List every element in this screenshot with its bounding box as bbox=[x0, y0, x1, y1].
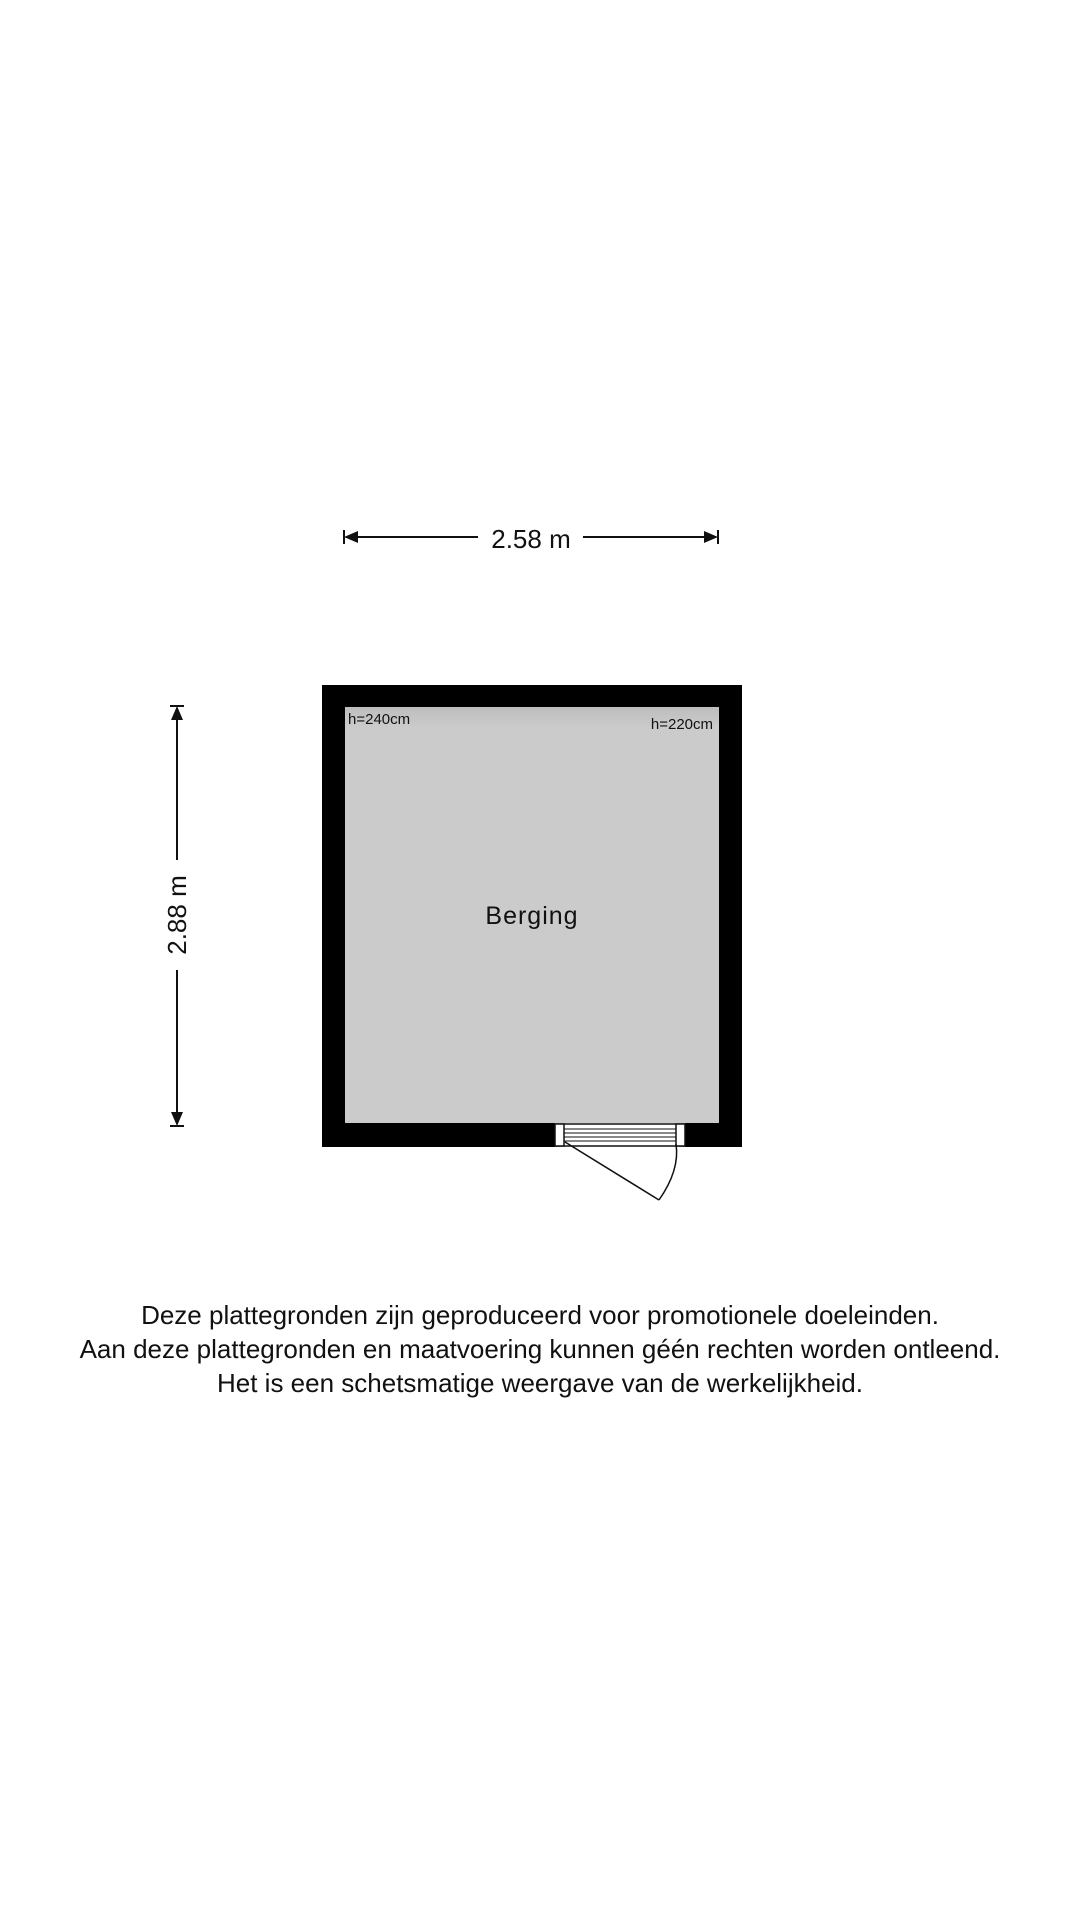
depth-arrow-top bbox=[171, 706, 183, 720]
disclaimer bbox=[0, 1298, 1080, 1400]
ceiling-height-right: h=220cm bbox=[650, 716, 713, 733]
width-dimension bbox=[344, 524, 718, 554]
disclaimer-line-2: Aan deze plattegronden en maatvoering kunnen géén rechten worden ontleend. bbox=[79, 1334, 1001, 1364]
room-name: Berging bbox=[485, 902, 579, 930]
ceiling-height-left: h=240cm bbox=[348, 711, 411, 728]
width-label: 2.58 m bbox=[491, 524, 571, 554]
room-berging bbox=[322, 685, 742, 1200]
disclaimer-line-3: Het is een schetsmatige weergave van de werkelijkheid. bbox=[216, 1368, 863, 1398]
disclaimer-line-1: Deze plattegronden zijn geproduceerd voor promotionele doeleinden. bbox=[141, 1300, 939, 1330]
door-frame bbox=[555, 1124, 685, 1146]
depth-dimension bbox=[162, 706, 192, 1126]
door-swing-arc bbox=[659, 1144, 677, 1200]
width-arrow-right bbox=[704, 531, 718, 543]
depth-label: 2.88 m bbox=[162, 875, 192, 955]
depth-arrow-bottom bbox=[171, 1112, 183, 1126]
width-arrow-left bbox=[344, 531, 358, 543]
door-leaf bbox=[565, 1142, 659, 1200]
